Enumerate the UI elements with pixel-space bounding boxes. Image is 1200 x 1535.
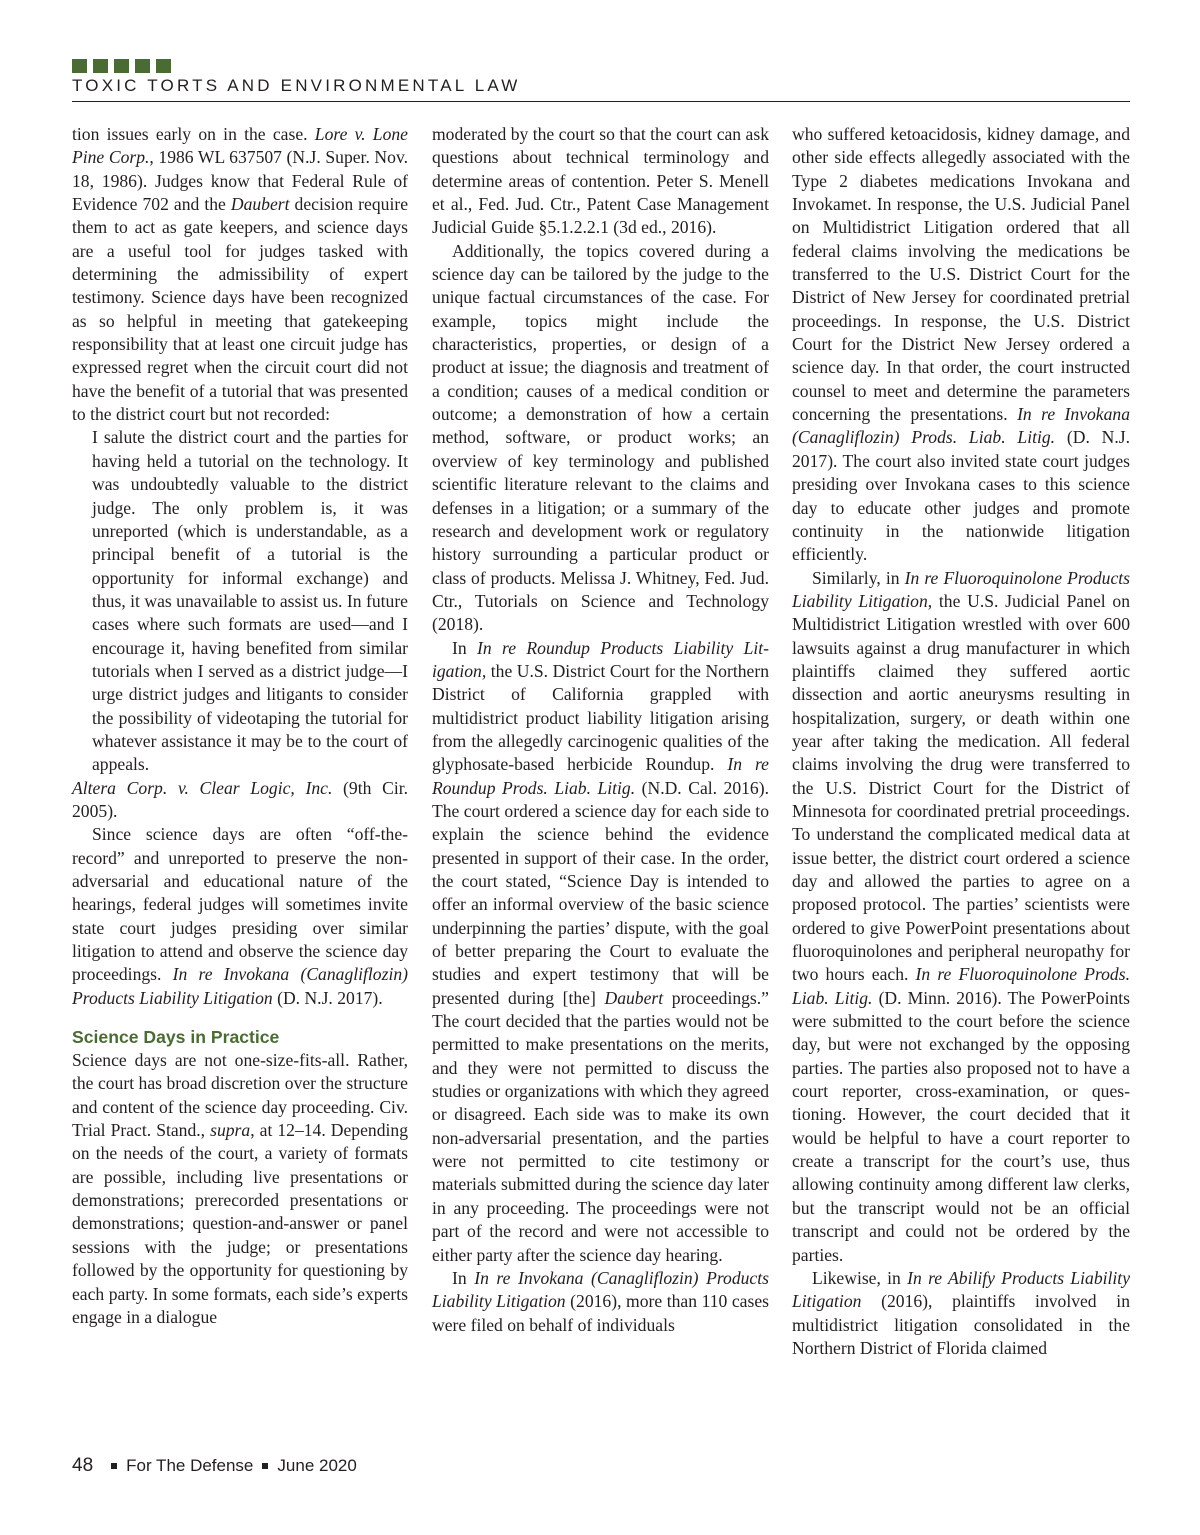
text-run: moderated by the court so that the court can ask questions about technical terminology and determine areas of contention. Peter S. Menell et al., Fed. Jud. Ctr., Patent Case Management Judicial Guide §5.1.2.2.1 (3d ed., 2016). [432, 124, 769, 238]
paragraph [72, 1049, 408, 1329]
paragraph [72, 823, 408, 1010]
italic-text-run: In re Roundup Prods. Liab. Litig. [432, 754, 769, 798]
text-run: who suffered ketoacidosis, kidney damage, and other side effects allegedly associated with the Type 2 diabetes medications Invokana and Invokamet. In response, the U.S. Judicial Panel on Multidistrict Litigation ordered that all federal claims involving the medications be transferred to the U.S. District Court for the District of New Jersey for coordinated pretrial proceedings. In response, the U.S. District Court for the District New Jersey ordered a science day. In that order, the court instructed counsel to meet and determine the parameters concerning the presentations. [792, 124, 1130, 425]
page-number: 48 [72, 1455, 94, 1476]
text-run: Likewise, in [812, 1267, 908, 1288]
text-run: (2016), plaintiffs involved in multidistrict litigation consolidated in the Northern District of Florida claimed [792, 1291, 1130, 1358]
text-run: I salute the district court and the parties for having held a tutorial on the technology. It was undoubtedly valuable to the district judge. The only problem is, it was unreported (which is understandable, as a principal benefit of a tutorial is the opportunity for informal exchange) and thus, it was unavailable to assist us. In future cases where such formats are used—and I encourage it, having benefited from similar tutorials when I served as a district judge—I urge district judges and litigants to consider the possibility of videotaping the tutorial for whatever assistance it may be to the court of appeals. [92, 427, 408, 775]
italic-text-run: Altera Corp. v. Clear Logic, Inc. [72, 777, 333, 798]
text-run: the U.S. District Court for the Northern District of California grappled with multidistrict product liability litigation arising from the allegedly carcinogenic qualities of the glyphosate-based herbicide Roundup. [432, 660, 769, 775]
italic-text-run: Daubert [604, 987, 664, 1008]
column-1 [72, 123, 408, 1329]
text-run: Similarly, in [812, 567, 905, 588]
section-subheading: Science Days in Practice [72, 1027, 280, 1048]
italic-text-run: supra [210, 1120, 251, 1141]
text-run: , the U.S. Judicial Panel on Multidistrict Litigation wrestled with over 600 lawsuits against a drug manufacturer in which plaintiffs claimed they suffered aortic dissection and aortic aneurysms resulting in hospitalization, surgery, or death within one year after taking the medication. All federal claims involving the drug were transferred to the U.S. District Court for the District of Minnesota for coordinated pretrial proceedings. To understand the complicated medical data at issue better, the district court ordered a science day and allowed the parties to agree on a proposed protocol. The parties’ scientists were ordered to give PowerPoint presentations about fluoroquinolones and peripheral neuropathy for two hours each. [792, 590, 1130, 985]
text-run: (N.D. Cal. 2016). The court ordered a science day for each side to explain the science behind the evidence presented in support of their case. In the order, the court stated, “Science Day is intended to offer an informal overview of the basic science underpinning the parties’ dispute, with the goal of better preparing the Court to evaluate the studies and expert testimony that will be presented during [the] [432, 777, 769, 1008]
text-run: , at 12–14. Depending on the needs of the court, a variety of formats are possible, including live presentations or demonstrations; prerecorded presentations or demonstrations; question-and-answer or panel sessions with the judge; or presentations followed by the opportunity for questioning by each party. In some formats, each side’s experts engage in a dialogue [72, 1120, 408, 1327]
text-run: tion issues early on in the case. [72, 124, 315, 144]
column-3 [792, 123, 1130, 1360]
header-square [156, 59, 171, 73]
text-run: In [452, 637, 478, 658]
paragraph [432, 1267, 769, 1337]
paragraph [72, 123, 408, 426]
text-run: , 1986 WL 637507 (N.J. Super. Nov. 18, 1986). Judges know that Federal Rule of Evidence 702 and the [72, 147, 408, 215]
header-square [114, 59, 129, 73]
paragraph [432, 123, 769, 240]
paragraph [432, 240, 769, 637]
paragraph [792, 567, 1130, 1267]
text-run: (D. Minn. 2016). The PowerPoints were submitted to the court before the science day, but were not exchanged by the opposing parties. The parties also proposed not to have a court reporter, cross-examination, or questioning. However, the court decided that it would be helpful to have a court reporter to create a transcript for the court’s use, thus allowing continuity among different law clerks, but the transcript would not be an official transcript and could not be ordered by the parties. [792, 987, 1130, 1265]
publication-name: For The Defense [126, 1456, 254, 1475]
text-run: (D. N.J. 2017). [272, 987, 383, 1008]
text-run: decision require them to act as gate keepers, and science days are a useful tool for judges tasked with determining the admissibility of expert testimony. Science days have been recognized as so helpful in meeting that gatekeeping responsibility that at least one circuit judge has expressed regret when the circuit court did not have the benefit of a tutorial that was presented to the district court but not recorded: [72, 194, 409, 425]
footer-separator [111, 1463, 117, 1469]
paragraph [792, 1267, 1130, 1360]
italic-text-run: In re Fluoroquinolone Products Liability Litigation [792, 567, 1130, 611]
text-run: (D. N.J. 2017). The court also invited state court judges presiding over Invokana cases to this science day to educate other judges and promote continuity in the nationwide litigation efficiently. [792, 427, 1131, 565]
italic-text-run: In re Invokana (Canagliflozin) Prods. Liab. Litig. [792, 404, 1130, 448]
italic-text-run: Daubert [230, 194, 290, 215]
paragraph [432, 637, 769, 1267]
section-title: TOXIC TORTS AND ENVIRONMENTAL LAW [72, 76, 521, 95]
italic-text-run: Lore v. Lone Pine Corp. [72, 124, 408, 168]
header-squares-decoration [72, 59, 171, 73]
paragraph [792, 123, 1130, 567]
text-run: (9th Cir. 2005). [72, 777, 409, 821]
header-square [135, 59, 150, 73]
column-2 [432, 123, 769, 1337]
text-run: Additionally, the topics covered during a science day can be tailored by the judge to the unique factual circumstances of the case. For example, topics might include the characteristics, properties, or design of a product at issue; the diagnosis and treatment of a condition; causes of a medical condition or outcome; a demonstration of how a certain method, software, or product works; an overview of key terminology and published scientific literature relevant to the claims and defenses in a litigation; or a summary of the research and development work or regulatory history surrounding a particular product or class of products. Melissa J. Whitney, Fed. Jud. Ctr., Tutorials on Science and Technology (2018). [432, 240, 769, 635]
italic-text-run: In re Roundup Products Liability Litigation, [432, 637, 769, 681]
italic-text-run: In re Fluoroquinolone Prods. Liab. Litig. [792, 964, 1130, 1008]
page-footer [72, 1455, 357, 1477]
text-run: Since science days are often “off-the-record” and unreported to preserve the non-adversarial and educational nature of the hearings, federal judges will sometimes invite state court judges presiding over similar litigation to attend and observe the science day proceedings. [72, 824, 408, 985]
italic-text-run: In re Invokana (Canagliflozin) Products Liability Litigation [72, 964, 408, 1008]
header-square [93, 59, 108, 73]
footer-separator [262, 1463, 268, 1469]
text-run: (2016), more than 110 cases were filed on behalf of individuals [432, 1291, 769, 1335]
header-rule [72, 101, 1130, 102]
text-run: In [452, 1267, 475, 1288]
block-quote [92, 426, 408, 776]
text-run: Science days are not one-size-fits-all. Rather, the court has broad discretion over the structure and content of the science day proceeding. Civ. Trial Pract. Stand., [72, 1050, 408, 1141]
issue-date: June 2020 [277, 1456, 357, 1475]
header-square [72, 59, 87, 73]
text-run: proceedings.” The court decided that the parties would not be permitted to make presentations on the merits, and they were not permitted to discuss the studies or organizations with which they agreed or disagreed. Each side was to make its own non-adversarial presentation, and the parties were not permitted to cite testimony or materials submitted during the science day later in any proceeding. The proceedings were not part of the record and were not accessible to either party after the science day hearing. [432, 987, 769, 1265]
italic-text-run: In re Abilify Products Liability Litigation [792, 1267, 1131, 1312]
italic-text-run: In re Invokana (Canagliflozin) Products Liability Litigation [432, 1267, 769, 1312]
quote-citation [72, 777, 408, 824]
